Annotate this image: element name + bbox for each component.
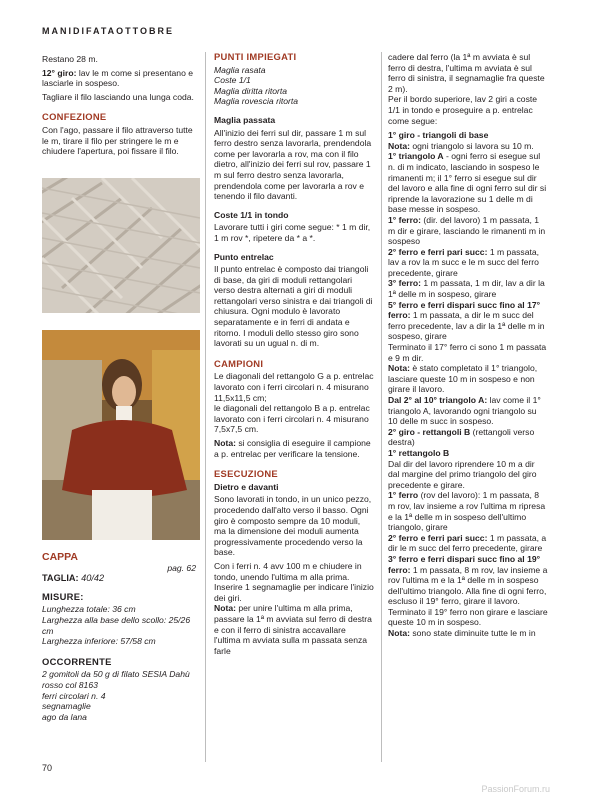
ferro-label: 5° ferro e ferri dispari succ fino al 17° ferro:	[388, 299, 541, 321]
page-reference: pag. 62	[167, 562, 196, 573]
nota-triangolo	[388, 363, 548, 395]
entrelac-title: Punto entrelac	[214, 251, 274, 262]
nota-label: Nota:	[388, 140, 410, 151]
misure-item: Lunghezza totale: 36 cm	[42, 604, 136, 615]
occorrente-list	[42, 669, 196, 722]
ferro-label: 1° ferro:	[388, 214, 422, 225]
triangolo-a	[388, 151, 548, 215]
ferro-label: 2° ferro e ferri pari succ:	[388, 532, 488, 543]
ferro-text: 1 m passata, 8 m rov, lav insieme a rov l'ultima m e la 1ª delle m in sospeso dell'ultimo triangolo. Alla fine di ogni ferro, escluso il 19° ferro, girare il lavoro.	[388, 564, 548, 607]
ferro-label: 1° ferro	[388, 490, 419, 501]
nota-campioni	[214, 438, 374, 459]
magazine-name: MANIDIFATA	[42, 26, 117, 36]
section-misure: MISURE:	[42, 590, 84, 602]
cappa-info	[42, 552, 196, 722]
ferro-text: 1 m passata, a dir le m succ del ferro precedente, lav a dir la 1ª delle m in sospeso, girare	[388, 310, 545, 342]
nota-label: Nota:	[388, 628, 410, 639]
occorrente-item: ago da lana	[42, 711, 87, 722]
giro-1-nota	[388, 141, 548, 152]
section-occorrente: OCCORRENTE	[42, 655, 112, 667]
knit-swatch-image	[42, 178, 200, 313]
triangolo-a-label: 1° triangolo A	[388, 151, 444, 162]
section-confezione: CONFEZIONE	[42, 111, 107, 123]
nota-diminuite	[388, 628, 548, 639]
ferro-1	[388, 215, 548, 247]
column-2	[214, 52, 374, 659]
entrelac-text: Il punto entrelac è composto dai triangoli di base, da giri di moduli rettangolari verso destra alternati a giri di moduli rettangolari verso sinistra e dai triangoli di chiusura. Ogni modulo è lavorato separatamente e in ferri di andata e ritorno. I moduli dello stesso giro sono lavorati su un ugual n. di m.	[214, 264, 373, 349]
text-restano: Restano 28 m.	[42, 54, 98, 64]
text-12-giro: lav le m come si presentano e lasciarle in sospeso.	[42, 67, 194, 89]
section-esecuzione: ESECUZIONE	[214, 468, 278, 480]
giro-2-title: 2° giro - rettangoli B	[388, 426, 471, 437]
ferro-text: (rov del lavoro): 1 m passata, 8 m rov, lav insieme a rov l'ultima m ripresa e la 1ª delle m in sospeso dell'ultimo triangolo, girare	[388, 490, 546, 533]
nota-text: sono state diminuite tutte le m in	[409, 628, 536, 639]
r-ferro-3	[388, 554, 548, 607]
taglia	[42, 573, 196, 584]
terminato-19: Terminato il 19° ferro non girare e lasciare queste 10 m in sospeso.	[388, 606, 548, 628]
nota-text: per unire l'ultima m alla prima, passare la 1ª m avviata sul ferro di destra e con il ferro di sinistra accavallare l'ultima m avviata sulla m passata senza farle	[214, 603, 372, 656]
coste-title: Coste 1/1 in tondo	[214, 209, 289, 220]
column-divider-1	[205, 52, 206, 762]
text-cadere: cadere dal ferro (la 1ª m avviata è sul ferro di destra, l'ultima m avviata è sul ferro di sinistra, il segnamaglie fra queste 2 m).	[388, 52, 545, 94]
rettangolo-b-text: Dal dir del lavoro riprendere 10 m a dir dal margine del primo triangolo del giro precedente e girare.	[388, 458, 537, 490]
dal-2-al-10	[388, 395, 548, 427]
campioni-text-1: Le diagonali del rettangolo G a p. entrelac lavorato con i ferri circolari n. 4 misurano 11,5x11,5 cm;	[214, 371, 374, 403]
dietro-text-2: Con i ferri n. 4 avv 100 m e chiudere in tondo, unendo l'ultima m alla prima. Inserire 1 segnamaglie per indicare l'inizio dei giri.	[214, 560, 374, 603]
r-ferro-2	[388, 533, 548, 554]
triangolo-a-text: - ogni ferro si esegue sul n. di m indicato, lasciando in sospeso le rimanenti m; il 1° ferro si esegue sul dir del lavoro e alla fine di ogni ferro sul dir si riprende la lavorazione su 1 delle m di base messe in sospeso.	[388, 151, 547, 215]
issue-month: OTTOBRE	[116, 26, 175, 36]
page-number: 70	[42, 763, 53, 773]
occorrente-item: 2 gomitoli da 50 g di filato SESIA Dahù rosso col 8163	[42, 669, 190, 690]
coste-text: Lavorare tutti i giri come segue: * 1 m dir, 1 m rov *, ripetere da * a *.	[214, 222, 371, 243]
rettangolo-b-title: 1° rettangolo B	[388, 447, 450, 458]
ferro-label: 2° ferro e ferri pari succ:	[388, 246, 488, 257]
nota-unire	[214, 603, 374, 656]
campioni-text-2: le diagonali del rettangolo B a p. entrelac lavorato con i ferri circolari n. 4 misurano 7,5x7,5 cm.	[214, 403, 370, 435]
text-confezione: Con l'ago, passare il filo attraverso tutte le m, tirare il filo per stringere le m e chiudere l'apertura, poi fissare il filo.	[42, 124, 193, 157]
ferro-3	[388, 278, 548, 299]
section-campioni: CAMPIONI	[214, 357, 264, 369]
taglia-label: TAGLIA:	[42, 573, 79, 584]
punto-item: Maglia rovescia ritorta	[214, 96, 299, 107]
r-ferro-1	[388, 490, 548, 532]
ferro-text: 1 m passata, a dir le m succ del ferro precedente, girare	[388, 532, 547, 554]
model-photo	[42, 330, 200, 540]
maglia-passata-title: Maglia passata	[214, 114, 276, 125]
column-1	[42, 54, 196, 160]
nota-label: Nota:	[388, 363, 410, 374]
nota-text: si consiglia di eseguire il campione a p. entrelac per verificare la tensione.	[214, 438, 371, 459]
magazine-header	[42, 26, 174, 36]
giro-1-title: 1° giro - triangoli di base	[388, 130, 489, 141]
nota-text: è stato completato il 1° triangolo, lasciare queste 10 m in sospeso e non girare il lavoro.	[388, 363, 538, 395]
cappa-title: CAPPA	[42, 551, 78, 563]
misure-list	[42, 604, 196, 646]
column-divider-2	[381, 52, 382, 762]
ferro-label: 3° ferro:	[388, 278, 422, 289]
occorrente-item: ferri circolari n. 4	[42, 690, 106, 701]
nota-label: Nota:	[214, 603, 236, 614]
nota-label: Nota:	[214, 438, 236, 448]
dietro-text-1: Sono lavorati in tondo, in un unico pezzo, procedendo dall'alto verso il basso. Ogni giro è composto sempre da 10 moduli, ma la dimensione dei moduli aumenta progressivamente procedendo verso la base.	[214, 494, 372, 558]
ferro-label: 3° ferro e ferri dispari succ fino al 19° ferro:	[388, 553, 541, 575]
dal-2-label: Dal 2° al 10° triangolo A:	[388, 395, 488, 405]
label-12-giro: 12° giro:	[42, 67, 77, 78]
paragraph-12-giro	[42, 68, 196, 89]
nota-text: ogni triangolo si lavora su 10 m.	[409, 140, 534, 151]
giro-2-text: (rettangoli verso destra)	[388, 426, 535, 448]
column-3	[388, 52, 548, 639]
ferro-5	[388, 300, 548, 342]
ferro-text: 1 m passata, lav a rov la m succ e le m succ del ferro precedente, girare	[388, 246, 540, 278]
punto-item: Maglia rasata	[214, 64, 266, 75]
dal-2-text: lav come il 1° triangolo A, lavorando ogni triangolo su 10 delle m succ in sospeso.	[388, 395, 541, 427]
watermark: PassionForum.ru	[481, 784, 550, 794]
taglia-value: 40/42	[78, 573, 105, 584]
punto-item: Maglia diritta ritorta	[214, 85, 288, 96]
misure-item: Larghezza alla base dello scollo: 25/26 cm	[42, 614, 191, 636]
text-tagliare: Tagliare il filo lasciando una lunga coda.	[42, 91, 194, 102]
occorrente-item: segnamaglie	[42, 701, 91, 712]
giro-2	[388, 427, 548, 448]
punti-list	[214, 65, 374, 107]
punto-item: Coste 1/1	[214, 75, 251, 86]
misure-item: Larghezza inferiore: 57/58 cm	[42, 636, 156, 647]
ferro-2	[388, 247, 548, 279]
maglia-passata-text: All'inizio dei ferri sul dir, passare 1 m sul ferro destro senza lavorarla, prendendola come per lavorarla a rov, ma con il filo dietro, all'inizio dei ferri sul rov, passare 1 m sul ferro destro senza lavorarla, prendendola come per lavorarla a rov e tenendo il filo davanti.	[214, 127, 372, 202]
ferro-text: (dir. del lavoro) 1 m passata, 1 m dir e girare, lasciando le rimanenti m in sospeso	[388, 214, 546, 247]
dietro-title: Dietro e davanti	[214, 481, 279, 492]
terminato-17: Terminato il 17° ferro ci sono 1 m passata e 9 m dir.	[388, 342, 547, 363]
text-bordo: Per il bordo superiore, lav 2 giri a coste 1/1 in tondo e proseguire a p. entrelac come segue:	[388, 94, 538, 126]
section-punti-impiegati: PUNTI IMPIEGATI	[214, 51, 297, 62]
ferro-text: 1 m passata, 1 m dir, lav a dir la 1ª delle m in sospeso, girare	[388, 278, 545, 300]
